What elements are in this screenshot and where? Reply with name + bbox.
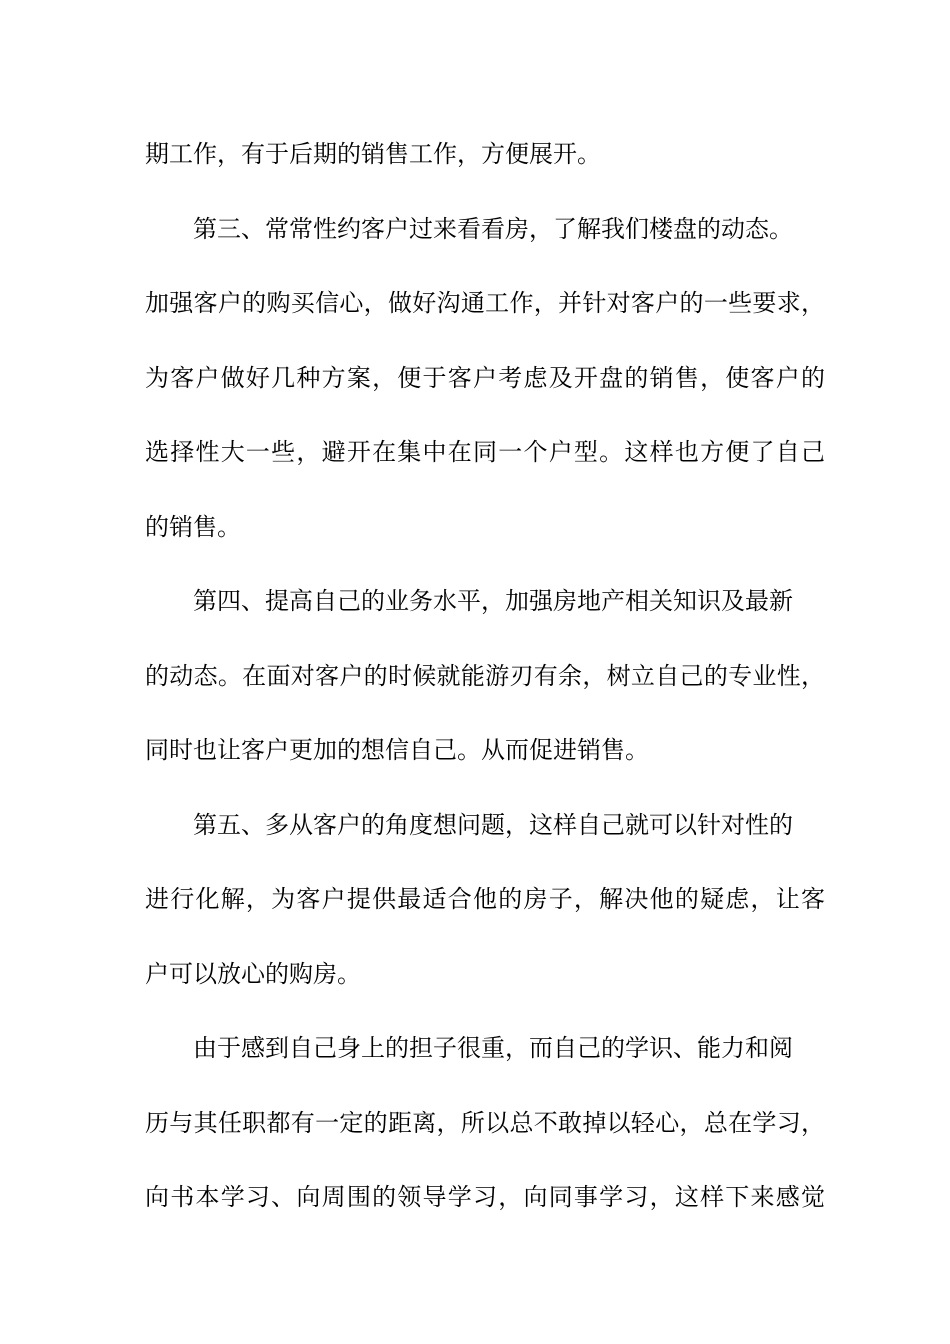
text-line-3: 加强客户的购买信心，做好沟通工作，并针对客户的一些要求， bbox=[145, 289, 825, 317]
text-line-12: 户可以放心的购房。 bbox=[145, 959, 361, 988]
text-line-1: 期工作，有于后期的销售工作，方便展开。 bbox=[145, 140, 601, 168]
text-line-11: 进行化解，为客户提供最适合他的房子，解决他的疑虑，让客 bbox=[145, 885, 825, 913]
text-line-6: 的销售。 bbox=[145, 512, 241, 541]
text-line-7: 第四、提高自己的业务水平，加强房地产相关知识及最新 bbox=[193, 587, 793, 615]
text-line-10: 第五、多从客户的角度想问题，这样自己就可以针对性的 bbox=[193, 810, 793, 839]
text-line-4: 为客户做好几种方案，便于客户考虑及开盘的销售，使客户的 bbox=[145, 363, 825, 392]
body-text bbox=[145, 128, 825, 1246]
text-line-9: 同时也让客户更加的想信自己。从而促进销售。 bbox=[145, 736, 649, 764]
text-line-15: 向书本学习、向周围的领导学习，向同事学习，这样下来感觉 bbox=[145, 1183, 825, 1211]
text-line-13: 由于感到自己身上的担子很重，而自己的学识、能力和阅 bbox=[193, 1034, 793, 1062]
text-line-14: 历与其任职都有一定的距离，所以总不敢掉以轻心，总在学习， bbox=[145, 1108, 825, 1137]
text-line-5: 选择性大一些，避开在集中在同一个户型。这样也方便了自己 bbox=[145, 438, 825, 466]
text-line-2: 第三、常常性约客户过来看看房，了解我们楼盘的动态。 bbox=[193, 214, 793, 243]
text-line-8: 的动态。在面对客户的时候就能游刃有余，树立自己的专业性， bbox=[145, 661, 825, 690]
